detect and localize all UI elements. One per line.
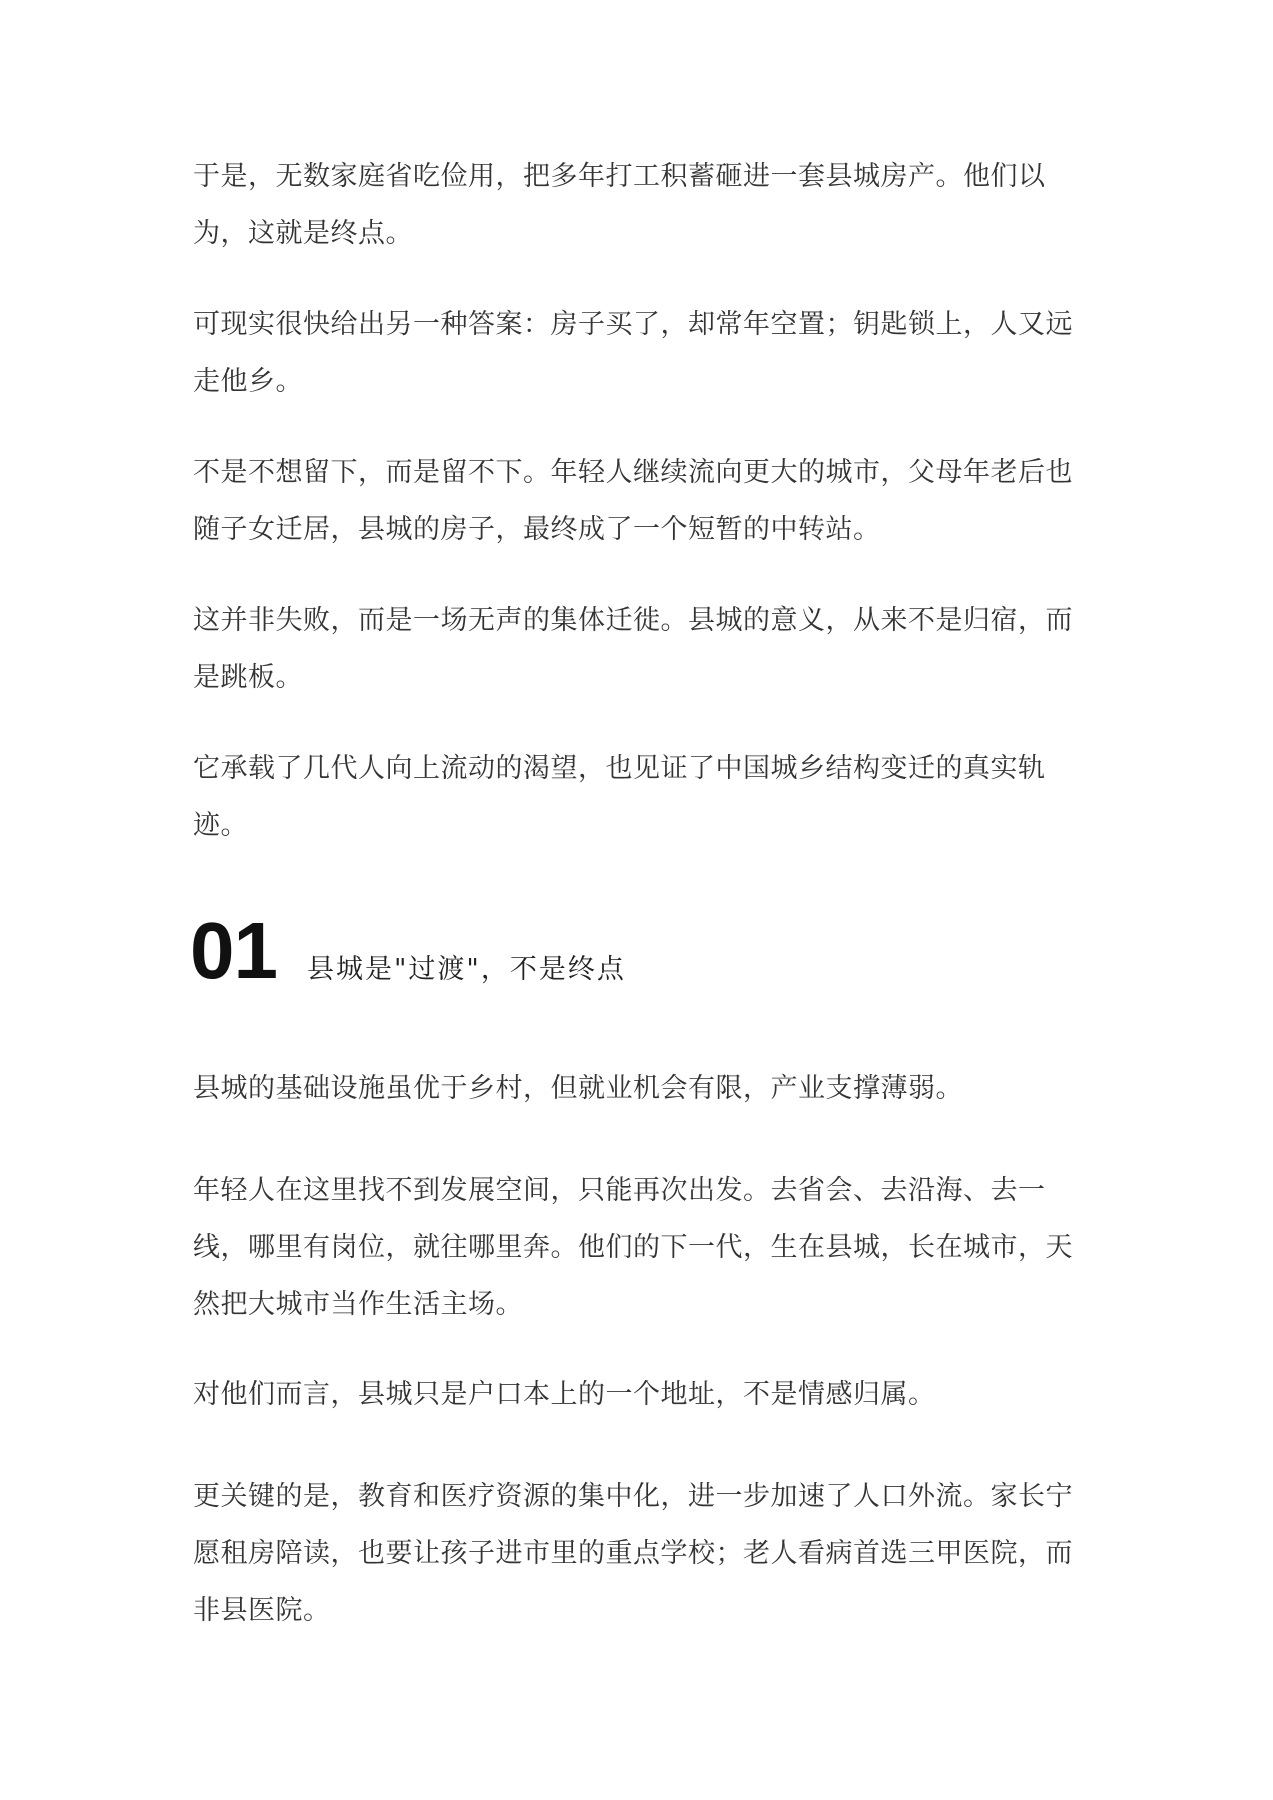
intro-paragraph-4: 这并非失败，而是一场无声的集体迁徙。县城的意义，从来不是归宿，而是跳板。 [193,605,1073,693]
intro-paragraph-5: 它承载了几代人向上流动的渴望，也见证了中国城乡结构变迁的真实轨迹。 [193,753,1046,841]
section-title: 县城是"过渡"，不是终点 [306,954,626,985]
section-paragraph-3: 对他们而言，县城只是户口本上的一个地址，不是情感归属。 [193,1379,936,1410]
section-number: 01 [190,906,277,995]
section-paragraph-1: 县城的基础设施虽优于乡村，但就业机会有限，产业支撑薄弱。 [193,1073,963,1104]
section-paragraph-2: 年轻人在这里找不到发展空间，只能再次出发。去省会、去沿海、去一线，哪里有岗位，就往哪里奔。他们的下一代，生在县城，长在城市，天然把大城市当作生活主场。 [193,1175,1073,1320]
intro-paragraph-1: 于是，无数家庭省吃俭用，把多年打工积蓄砸进一套县城房产。他们以为，这就是终点。 [193,161,1046,249]
section-paragraph-4: 更关键的是，教育和医疗资源的集中化，进一步加速了人口外流。家长宁愿租房陪读，也要让孩子进市里的重点学校；老人看病首选三甲医院，而非县医院。 [193,1481,1073,1626]
section-heading [190,906,626,996]
intro-paragraph-2: 可现实很快给出另一种答案：房子买了，却常年空置；钥匙锁上，人又远走他乡。 [193,309,1073,397]
intro-paragraph-3: 不是不想留下，而是留不下。年轻人继续流向更大的城市，父母年老后也随子女迁居，县城的房子，最终成了一个短暂的中转站。 [193,457,1073,545]
